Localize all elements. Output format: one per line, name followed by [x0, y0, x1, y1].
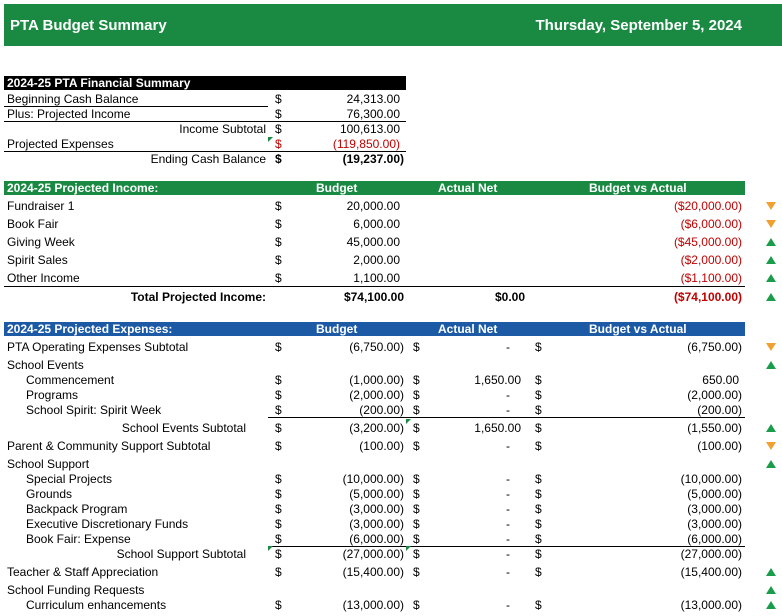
- expense-budget[interactable]: (6,750.00): [349, 340, 404, 354]
- expense-bva[interactable]: (2,000.00): [687, 388, 742, 402]
- expense-subtotal-label[interactable]: School Support Subtotal: [116, 547, 246, 561]
- expense-cur: $: [535, 517, 542, 531]
- expense-budget[interactable]: (200.00): [359, 403, 404, 417]
- expense-actual[interactable]: -: [506, 565, 510, 579]
- divider: [4, 286, 745, 287]
- expense-cur: $: [535, 547, 542, 561]
- trend-up-icon: [766, 361, 776, 369]
- income-cur: $: [275, 253, 282, 267]
- expense-budget[interactable]: (10,000.00): [342, 472, 404, 486]
- expense-cur: $: [275, 487, 282, 501]
- income-budget[interactable]: 45,000.00: [346, 235, 400, 249]
- expense-cur: $: [413, 373, 420, 387]
- summary-cur: $: [275, 107, 282, 121]
- expense-cur: $: [275, 565, 282, 579]
- expense-label[interactable]: Parent & Community Support Subtotal: [7, 439, 211, 453]
- expenses-col-budget: Budget: [316, 322, 358, 336]
- expense-cur: $: [535, 472, 542, 486]
- expense-label[interactable]: School Spirit: Spirit Week: [26, 403, 162, 417]
- expense-bva[interactable]: (200.00): [697, 403, 742, 417]
- expense-label[interactable]: Curriculum enhancements: [26, 598, 167, 612]
- cell-note-marker: [268, 137, 273, 142]
- income-cur: $: [275, 271, 282, 285]
- income-total-budget[interactable]: $74,100.00: [343, 290, 404, 304]
- summary-value-ending[interactable]: (19,237.00): [342, 152, 404, 166]
- expense-cur: $: [413, 439, 420, 453]
- income-total-label[interactable]: Total Projected Income:: [130, 290, 266, 304]
- expense-bva[interactable]: (27,000.00): [680, 547, 742, 561]
- expense-actual[interactable]: -: [506, 403, 510, 417]
- expense-cur: $: [275, 340, 282, 354]
- summary-header[interactable]: [4, 76, 406, 90]
- page-title: PTA Budget Summary: [10, 17, 167, 34]
- trend-down-icon: [766, 442, 776, 450]
- expense-cur: $: [535, 532, 542, 546]
- expense-budget[interactable]: (3,000.00): [349, 517, 404, 531]
- income-cur: $: [275, 235, 282, 249]
- income-budget[interactable]: 20,000.00: [346, 199, 400, 213]
- expense-bva[interactable]: (13,000.00): [680, 598, 742, 612]
- expense-budget[interactable]: (6,000.00): [349, 532, 404, 546]
- income-budget[interactable]: 2,000.00: [353, 253, 400, 267]
- title-banner: [4, 4, 782, 46]
- expense-budget[interactable]: (100.00): [359, 439, 404, 453]
- summary-cur: $: [275, 92, 282, 106]
- expense-group-label[interactable]: School Events: [7, 358, 84, 372]
- trend-up-icon: [766, 460, 776, 468]
- income-header[interactable]: [4, 181, 745, 195]
- income-col-actual: Actual Net: [438, 181, 498, 195]
- expense-bva[interactable]: (5,000.00): [687, 487, 742, 501]
- income-col-budget: Budget: [316, 181, 358, 195]
- expense-budget[interactable]: (3,000.00): [349, 502, 404, 516]
- expense-cur: $: [535, 421, 542, 435]
- expense-cur: $: [275, 598, 282, 612]
- summary-value-income-subtotal[interactable]: 100,613.00: [339, 122, 400, 136]
- income-bva[interactable]: ($45,000.00): [673, 235, 742, 249]
- summary-cur: $: [275, 122, 282, 136]
- expense-actual[interactable]: -: [506, 487, 510, 501]
- expense-bva[interactable]: (6,000.00): [687, 532, 742, 546]
- expense-cur: $: [275, 421, 282, 435]
- expense-cur: $: [413, 472, 420, 486]
- expense-bva[interactable]: (1,550.00): [687, 421, 742, 435]
- expense-cur: $: [275, 388, 282, 402]
- expense-cur: $: [413, 421, 420, 435]
- trend-up-icon: [766, 601, 776, 609]
- trend-up-icon: [766, 274, 776, 282]
- expense-cur: $: [535, 403, 542, 417]
- expense-cur: $: [275, 532, 282, 546]
- expense-bva[interactable]: (6,750.00): [687, 340, 742, 354]
- expense-budget[interactable]: (15,400.00): [342, 565, 404, 579]
- summary-label-income[interactable]: Plus: Projected Income: [7, 107, 131, 121]
- expense-cur: $: [535, 565, 542, 579]
- trend-up-icon: [766, 424, 776, 432]
- expense-label[interactable]: Special Projects: [26, 472, 113, 486]
- expense-bva[interactable]: (3,000.00): [687, 517, 742, 531]
- expense-group-label[interactable]: School Funding Requests: [7, 583, 145, 597]
- income-bva[interactable]: ($6,000.00): [680, 217, 742, 231]
- expense-label[interactable]: Book Fair: Expense: [26, 532, 131, 546]
- income-label[interactable]: Giving Week: [7, 235, 75, 249]
- expense-budget[interactable]: (27,000.00): [342, 547, 404, 561]
- expense-actual[interactable]: 1,650.00: [474, 421, 521, 435]
- income-label[interactable]: Book Fair: [7, 217, 59, 231]
- expense-cur: $: [535, 502, 542, 516]
- expense-actual[interactable]: -: [506, 439, 510, 453]
- expense-cur: $: [535, 340, 542, 354]
- expense-actual[interactable]: -: [506, 502, 510, 516]
- expense-cur: $: [413, 487, 420, 501]
- expense-group-label[interactable]: School Support: [7, 457, 90, 471]
- expense-actual[interactable]: -: [506, 517, 510, 531]
- income-bva[interactable]: ($2,000.00): [680, 253, 742, 267]
- expense-budget[interactable]: (1,000.00): [349, 373, 404, 387]
- expense-actual[interactable]: -: [506, 340, 510, 354]
- summary-cur: $: [275, 137, 282, 151]
- expense-actual[interactable]: -: [506, 547, 510, 561]
- expense-cur: $: [535, 439, 542, 453]
- expense-cur: $: [413, 565, 420, 579]
- expense-cur: $: [413, 502, 420, 516]
- expense-cur: $: [535, 388, 542, 402]
- income-cur: $: [275, 217, 282, 231]
- expenses-title: 2024-25 Projected Expenses:: [7, 322, 173, 336]
- trend-up-icon: [766, 293, 776, 301]
- expense-cur: $: [535, 487, 542, 501]
- expense-label[interactable]: Commencement: [26, 373, 115, 387]
- summary-value-beginning[interactable]: 24,313.00: [346, 92, 400, 106]
- expense-bva[interactable]: (100.00): [697, 439, 742, 453]
- income-title: 2024-25 Projected Income:: [7, 181, 159, 195]
- expense-cur: $: [413, 598, 420, 612]
- expense-label[interactable]: Grounds: [26, 487, 73, 501]
- expense-bva[interactable]: 650.00: [702, 373, 739, 387]
- expense-actual[interactable]: -: [506, 598, 510, 612]
- expense-label[interactable]: Executive Discretionary Funds: [26, 517, 189, 531]
- expense-subtotal-label[interactable]: School Events Subtotal: [121, 421, 246, 435]
- summary-value-expenses[interactable]: (119,850.00): [332, 137, 400, 151]
- divider: [268, 417, 745, 418]
- trend-up-icon: [766, 586, 776, 594]
- trend-down-icon: [766, 220, 776, 228]
- expense-actual[interactable]: -: [506, 532, 510, 546]
- trend-up-icon: [766, 238, 776, 246]
- expense-cur: $: [275, 403, 282, 417]
- expense-cur: $: [535, 598, 542, 612]
- summary-label-ending[interactable]: Ending Cash Balance: [150, 152, 266, 166]
- expense-actual[interactable]: 1,650.00: [474, 373, 521, 387]
- report-date: Thursday, September 5, 2024: [535, 17, 742, 34]
- expense-budget[interactable]: (2,000.00): [349, 388, 404, 402]
- expense-cur: $: [413, 403, 420, 417]
- expense-cur: $: [275, 502, 282, 516]
- expense-cur: $: [413, 517, 420, 531]
- income-total-bva[interactable]: ($74,100.00): [673, 290, 742, 304]
- income-bva[interactable]: ($1,100.00): [680, 271, 742, 285]
- income-bva[interactable]: ($20,000.00): [673, 199, 742, 213]
- trend-up-icon: [766, 256, 776, 264]
- cell-note-marker: [268, 546, 273, 551]
- income-cur: $: [275, 199, 282, 213]
- cell-note-marker: [406, 419, 411, 424]
- expenses-col-actual: Actual Net: [438, 322, 498, 336]
- summary-value-income[interactable]: 76,300.00: [346, 107, 400, 121]
- expense-actual[interactable]: -: [506, 388, 510, 402]
- expense-cur: $: [413, 340, 420, 354]
- income-col-bva: Budget vs Actual: [589, 181, 687, 195]
- expense-cur: $: [275, 439, 282, 453]
- trend-down-icon: [766, 202, 776, 210]
- expense-budget[interactable]: (5,000.00): [349, 487, 404, 501]
- expense-label[interactable]: Teacher & Staff Appreciation: [7, 565, 159, 579]
- expense-label[interactable]: Programs: [26, 388, 79, 402]
- income-budget[interactable]: 6,000.00: [353, 217, 400, 231]
- expense-cur: $: [413, 532, 420, 546]
- summary-label-income-subtotal[interactable]: Income Subtotal: [179, 122, 266, 136]
- expense-cur: $: [413, 547, 420, 561]
- income-budget[interactable]: 1,100.00: [353, 271, 400, 285]
- income-total-actual[interactable]: $0.00: [494, 290, 525, 304]
- income-label[interactable]: Spirit Sales: [7, 253, 68, 267]
- cell-note-marker: [406, 546, 411, 551]
- expense-cur: $: [535, 373, 542, 387]
- expense-cur: $: [275, 373, 282, 387]
- expense-label[interactable]: PTA Operating Expenses Subtotal: [7, 340, 189, 354]
- expense-cur: $: [275, 517, 282, 531]
- summary-title: 2024-25 PTA Financial Summary: [7, 76, 191, 90]
- expense-cur: $: [275, 547, 282, 561]
- expense-bva[interactable]: (3,000.00): [687, 502, 742, 516]
- expense-actual[interactable]: -: [506, 472, 510, 486]
- summary-label-expenses[interactable]: Projected Expenses: [7, 137, 114, 151]
- summary-label-beginning[interactable]: Beginning Cash Balance: [7, 92, 139, 106]
- expense-budget[interactable]: (3,200.00): [349, 421, 404, 435]
- expense-bva[interactable]: (10,000.00): [680, 472, 742, 486]
- expenses-col-bva: Budget vs Actual: [589, 322, 687, 336]
- expense-bva[interactable]: (15,400.00): [680, 565, 742, 579]
- expense-budget[interactable]: (13,000.00): [342, 598, 404, 612]
- expense-cur: $: [413, 388, 420, 402]
- expense-label[interactable]: Backpack Program: [26, 502, 128, 516]
- summary-cur: $: [275, 152, 282, 166]
- trend-down-icon: [766, 343, 776, 351]
- income-label[interactable]: Other Income: [7, 271, 80, 285]
- trend-up-icon: [766, 568, 776, 576]
- expense-cur: $: [275, 472, 282, 486]
- income-label[interactable]: Fundraiser 1: [7, 199, 75, 213]
- expenses-header[interactable]: [4, 322, 745, 336]
